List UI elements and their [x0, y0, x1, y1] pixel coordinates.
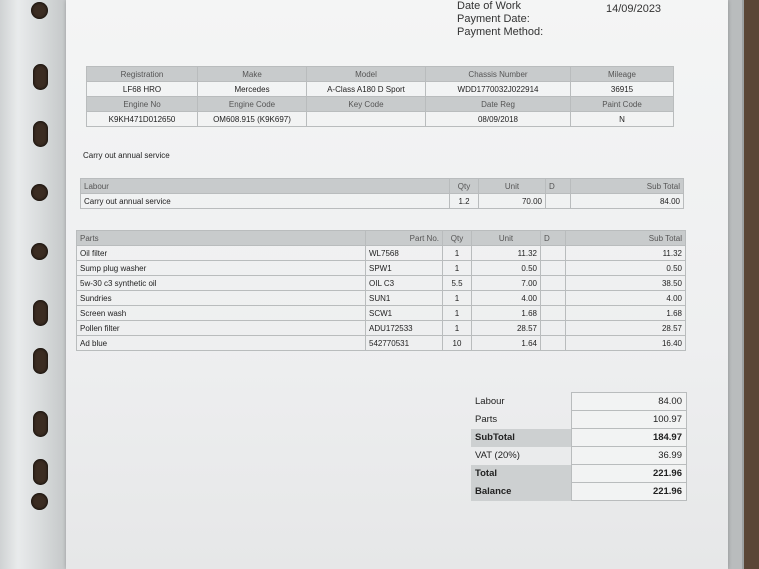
punch-hole [31, 243, 48, 260]
part-subtotal: 28.57 [566, 321, 686, 336]
labour-discount [546, 194, 571, 209]
part-subtotal: 4.00 [566, 291, 686, 306]
mileage-header: Mileage [571, 67, 674, 82]
part-unit: 28.57 [472, 321, 541, 336]
punch-hole [31, 184, 48, 201]
unit-header: Unit [479, 179, 546, 194]
balance-row [471, 483, 687, 501]
part-unit: 1.68 [472, 306, 541, 321]
date-of-work-value: 14/09/2023 [606, 3, 662, 15]
punch-hole [33, 64, 48, 90]
labour-total-label: Labour [475, 396, 505, 407]
payment-date-label: Payment Date: [457, 13, 530, 25]
job-description: Carry out annual service [83, 151, 170, 160]
table-row [77, 291, 686, 306]
part-unit: 4.00 [472, 291, 541, 306]
part-no: SPW1 [366, 261, 443, 276]
table-row [77, 246, 686, 261]
model-header: Model [307, 67, 426, 82]
chassis-value: WDD1770032J022914 [426, 82, 571, 97]
date-of-work-label: Date of Work [457, 0, 521, 12]
engine-no-value: K9KH471D012650 [87, 112, 198, 127]
part-desc: Pollen filter [77, 321, 366, 336]
table-row [81, 194, 684, 209]
part-discount [541, 261, 566, 276]
vat-label: VAT (20%) [475, 450, 520, 461]
engine-values-row [87, 112, 674, 127]
part-subtotal: 38.50 [566, 276, 686, 291]
part-subtotal: 16.40 [566, 336, 686, 351]
date-reg-value: 08/09/2018 [426, 112, 571, 127]
part-qty: 1 [443, 261, 472, 276]
qty-header: Qty [443, 231, 472, 246]
part-qty: 1 [443, 291, 472, 306]
registration-value: LF68 HRO [87, 82, 198, 97]
payment-labels [457, 0, 543, 39]
part-discount [541, 276, 566, 291]
subtotal-header: Sub Total [571, 179, 684, 194]
part-desc: 5w-30 c3 synthetic oil [77, 276, 366, 291]
table-row [77, 336, 686, 351]
part-desc: Screen wash [77, 306, 366, 321]
labour-total-value: 84.00 [572, 393, 687, 411]
labour-unit: 70.00 [479, 194, 546, 209]
punch-hole [33, 411, 48, 437]
punch-hole [33, 459, 48, 485]
labour-table [80, 178, 684, 209]
key-code-header: Key Code [307, 97, 426, 112]
punch-hole [31, 493, 48, 510]
qty-header: Qty [450, 179, 479, 194]
vehicle-values-row [87, 82, 674, 97]
vat-row [471, 447, 687, 465]
make-value: Mercedes [198, 82, 307, 97]
labour-total-row [471, 393, 687, 411]
part-desc: Sundries [77, 291, 366, 306]
part-no-header: Part No. [366, 231, 443, 246]
part-qty: 1 [443, 321, 472, 336]
part-no: 542770531 [366, 336, 443, 351]
part-discount [541, 306, 566, 321]
parts-total-label: Parts [475, 414, 498, 425]
discount-header: D [546, 179, 571, 194]
model-value: A-Class A180 D Sport [307, 82, 426, 97]
subtotal-row [471, 429, 687, 447]
labour-desc: Carry out annual service [81, 194, 450, 209]
part-unit: 11.32 [472, 246, 541, 261]
subtotal-label: SubTotal [471, 429, 572, 447]
parts-header: Parts [77, 231, 366, 246]
part-qty: 1 [443, 306, 472, 321]
table-row [77, 321, 686, 336]
subtotal-value: 184.97 [572, 429, 687, 447]
table-row [77, 276, 686, 291]
labour-qty: 1.2 [450, 194, 479, 209]
vehicle-table [86, 66, 674, 127]
vehicle-header-row [87, 67, 674, 82]
part-desc: Ad blue [77, 336, 366, 351]
unit-header: Unit [472, 231, 541, 246]
mileage-value: 36915 [571, 82, 674, 97]
part-discount [541, 246, 566, 261]
engine-header-row [87, 97, 674, 112]
registration-header: Registration [87, 67, 198, 82]
paint-code-value: N [571, 112, 674, 127]
engine-code-value: OM608.915 (K9K697) [198, 112, 307, 127]
totals-table [471, 392, 687, 501]
part-subtotal: 1.68 [566, 306, 686, 321]
vat-value: 36.99 [572, 447, 687, 465]
parts-total-value: 100.97 [572, 411, 687, 429]
labour-header: Labour [81, 179, 450, 194]
part-discount [541, 291, 566, 306]
payment-method-label: Payment Method: [457, 26, 544, 38]
parts-header-row [77, 231, 686, 246]
part-desc: Sump plug washer [77, 261, 366, 276]
total-row [471, 465, 687, 483]
make-header: Make [198, 67, 307, 82]
paint-code-header: Paint Code [571, 97, 674, 112]
part-qty: 10 [443, 336, 472, 351]
part-no: SCW1 [366, 306, 443, 321]
table-row [77, 261, 686, 276]
part-discount [541, 321, 566, 336]
discount-header: D [541, 231, 566, 246]
subtotal-header: Sub Total [566, 231, 686, 246]
punch-hole [31, 2, 48, 19]
parts-table [76, 230, 686, 351]
part-unit: 0.50 [472, 261, 541, 276]
balance-label: Balance [471, 483, 572, 501]
punch-hole [33, 300, 48, 326]
labour-subtotal: 84.00 [571, 194, 684, 209]
punch-hole [33, 348, 48, 374]
punch-hole [33, 121, 48, 147]
total-value: 221.96 [572, 465, 687, 483]
part-subtotal: 11.32 [566, 246, 686, 261]
part-discount [541, 336, 566, 351]
part-qty: 5.5 [443, 276, 472, 291]
labour-header-row [81, 179, 684, 194]
part-no: WL7568 [366, 246, 443, 261]
part-no: ADU172533 [366, 321, 443, 336]
part-desc: Oil filter [77, 246, 366, 261]
part-qty: 1 [443, 246, 472, 261]
total-label: Total [471, 465, 572, 483]
part-no: OIL C3 [366, 276, 443, 291]
part-no: SUN1 [366, 291, 443, 306]
balance-value: 221.96 [572, 483, 687, 501]
part-unit: 7.00 [472, 276, 541, 291]
table-row [77, 306, 686, 321]
date-reg-header: Date Reg [426, 97, 571, 112]
part-subtotal: 0.50 [566, 261, 686, 276]
part-unit: 1.64 [472, 336, 541, 351]
chassis-header: Chassis Number [426, 67, 571, 82]
parts-total-row [471, 411, 687, 429]
invoice-page [66, 0, 728, 569]
engine-code-header: Engine Code [198, 97, 307, 112]
key-code-value [307, 112, 426, 127]
engine-no-header: Engine No [87, 97, 198, 112]
